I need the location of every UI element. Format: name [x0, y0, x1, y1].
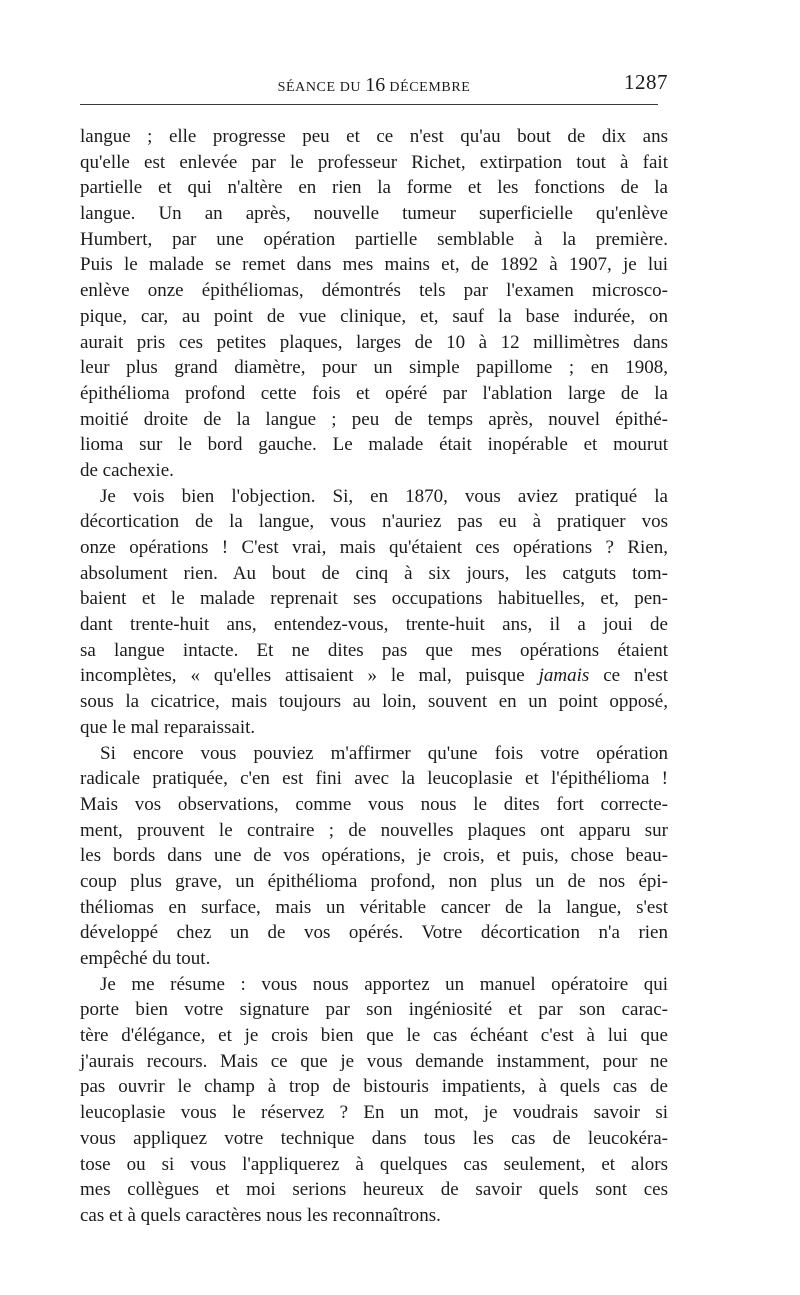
text-line: lioma sur le bord gauche. Le malade était inopérable et mourut [80, 434, 668, 456]
text-line-with-italic [80, 663, 668, 689]
text-line: onze opérations ! C'est vrai, mais qu'étaient ces opérations ? Rien, [80, 537, 668, 558]
text-line: leur plus grand diamètre, pour un simple papillome ; en 1908, [80, 357, 668, 379]
text-line: Si encore vous pouviez m'affirmer qu'une fois votre opération [100, 742, 668, 764]
text-line: dant trente-huit ans, entendez-vous, trente-huit ans, il a joui de [80, 614, 668, 636]
text-line: pique, car, au point de vue clinique, et, sauf la base indurée, on [80, 305, 668, 327]
text-line: les bords dans une de vos opérations, je crois, et puis, chose beau- [80, 845, 668, 867]
text-line: sous la cicatrice, mais toujours au loin, souvent en un point opposé, [80, 691, 668, 713]
text-line: absolument rien. Au bout de cinq à six jours, les catguts tom- [80, 562, 668, 584]
running-title-day: 16 [365, 74, 386, 96]
text-line: mes collègues et moi serions heureux de savoir quels sont ces [80, 1179, 668, 1201]
running-title-before: SÉANCE DU [277, 80, 362, 95]
italic-word: jamais [538, 665, 590, 687]
text-line: cas et à quels caractères nous les reconnaîtrons. [80, 1204, 441, 1226]
text-line: épithélioma profond cette fois et opéré par l'ablation large de la [80, 382, 668, 404]
text-line: moitié droite de la langue ; peu de temps après, nouvel épithé- [80, 408, 668, 430]
text-line: Humbert, par une opération partielle semblable à la première. [80, 228, 668, 250]
header-rule [80, 104, 658, 105]
text-line: décortication de la langue, vous n'auriez pas eu à pratiquer vos [80, 511, 668, 533]
text-segment: incomplètes, « qu'elles attisaient » le mal, puisque [80, 665, 525, 687]
running-title [80, 74, 668, 97]
text-line: vous appliquez votre technique dans tous les cas de leucokéra- [80, 1127, 668, 1149]
text-line: leucoplasie vous le réservez ? En un mot, je voudrais savoir si [80, 1102, 668, 1124]
text-line: qu'elle est enlevée par le professeur Richet, extirpation tout à fait [80, 151, 668, 173]
running-title-after: DÉCEMBRE [389, 80, 471, 95]
text-line: Puis le malade se remet dans mes mains et, de 1892 à 1907, je lui [80, 254, 668, 276]
text-line: porte bien votre signature par son ingéniosité et par son carac- [80, 999, 668, 1021]
text-line: Je vois bien l'objection. Si, en 1870, vous aviez pratiqué la [100, 485, 668, 507]
text-line: développé chez un de vos opérés. Votre décortication n'a rien [80, 922, 668, 944]
text-line: partielle et qui n'altère en rien la forme et les fonctions de la [80, 177, 668, 199]
text-line: radicale pratiquée, c'en est fini avec la leucoplasie et l'épithélioma ! [80, 768, 668, 790]
text-line: j'aurais recours. Mais ce que je vous demande instamment, pour ne [80, 1050, 668, 1072]
body-text [80, 124, 668, 1229]
text-line: ment, prouvent le contraire ; de nouvelles plaques ont apparu sur [80, 819, 668, 841]
text-line: baient et le malade reprenait ses occupations habituelles, et, pen- [80, 588, 668, 610]
running-head [80, 70, 668, 100]
text-segment: ce n'est [603, 665, 669, 687]
text-line: tère d'élégance, et je crois bien que le cas échéant c'est à lui que [80, 1025, 668, 1047]
text-line: théliomas en surface, mais un véritable cancer de la langue, s'est [80, 896, 668, 918]
text-line: Je me résume : vous nous apportez un manuel opératoire qui [100, 973, 668, 995]
text-line: que le mal reparaissait. [80, 716, 256, 738]
text-line: enlève onze épithéliomas, démontrés tels par l'examen microsco- [80, 280, 668, 302]
text-line: coup plus grave, un épithélioma profond, non plus un de nos épi- [80, 870, 668, 892]
text-line: Mais vos observations, comme vous nous le dites fort correcte- [80, 793, 668, 815]
text-line: aurait pris ces petites plaques, larges de 10 à 12 millimètres dans [80, 331, 668, 353]
text-line: de cachexie. [80, 459, 174, 481]
text-line: tose ou si vous l'appliquerez à quelques cas seulement, et alors [80, 1153, 668, 1175]
text-line: pas ouvrir le champ à trop de bistouris impatients, à quels cas de [80, 1076, 668, 1098]
page-number: 1287 [624, 70, 668, 94]
text-line: empêché du tout. [80, 948, 211, 969]
text-line: langue. Un an après, nouvelle tumeur superficielle qu'enlève [80, 203, 668, 225]
text-line: langue ; elle progresse peu et ce n'est qu'au bout de dix ans [80, 126, 668, 147]
text-line: sa langue intacte. Et ne dites pas que mes opérations étaient [80, 639, 668, 661]
